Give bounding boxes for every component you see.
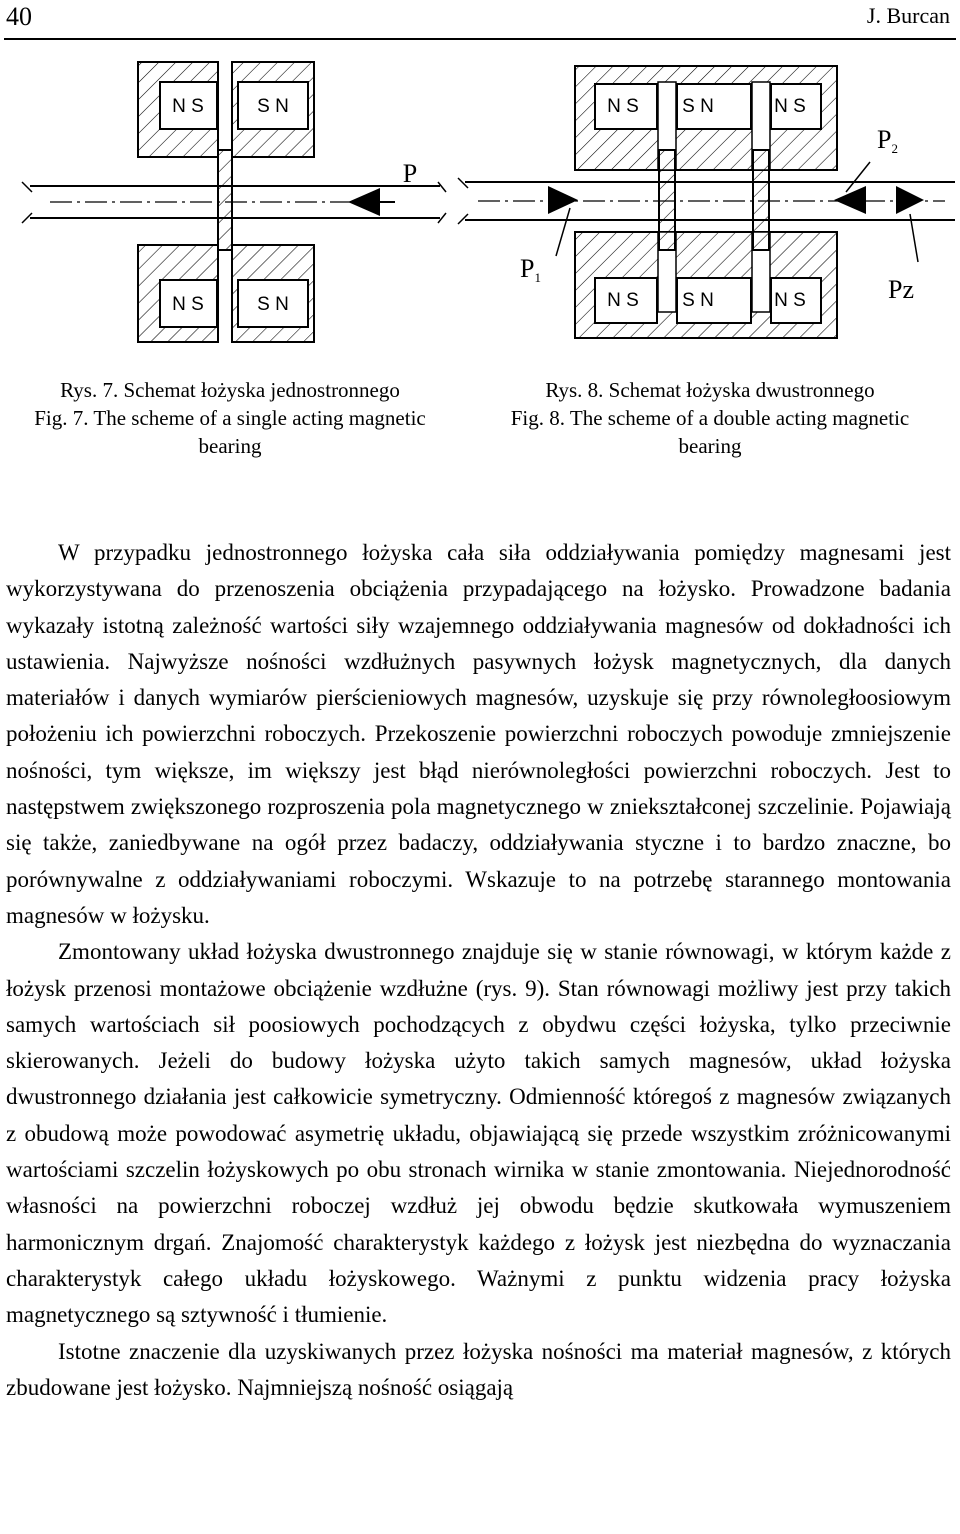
fig7-pole-label: N S <box>172 96 204 117</box>
paragraph: W przypadku jednostronnego łożyska cała siła oddziaływania pomiędzy magnesami jest wykorzystywana do przenoszenia obciążenia przypadającego na łożysko. Prowadzone badania wykazały istotną zależność wartości siły wzajemnego oddziaływania magnesów od dokładności ich ustawienia. Najwyższe nośności wzdłużnych pasywnych łożysk magnetycznych, dla danych materiałów i danych wymiarów pierścieniowych magnesów, uzyskuje się przy równoległoosiowym położeniu ich powierzchni roboczych. Przekoszenie powierzchni roboczych powoduje zmniejszenie nośności, tym większe, im większy jest błąd nierównoległości powierzchni roboczych. Jest to następstwem zwiększonego rozproszenia pola magnetycznego w zniekształconej szczelinie. Pojawiają się także, zaniedbywane na ogół przez badaczy, oddziaływania styczne i to bardzo znaczne, bo porównywalne z oddziaływaniami roboczymi. Wskazuje to na potrzebę starannego montowania magnesów w łożysku. <box>6 540 951 928</box>
fig8-leader-p1 <box>556 208 570 256</box>
fig8-label-pz: Pz <box>888 275 914 304</box>
fig8-label-p1: P1 <box>520 254 541 285</box>
figure-8 <box>458 66 955 338</box>
fig8-pole-label: N S <box>774 96 806 117</box>
fig7-force-arrow <box>348 188 380 216</box>
fig8-caption <box>470 376 950 460</box>
fig7-pole-label: S N <box>257 294 289 315</box>
fig8-rotor-disc-2 <box>753 150 769 250</box>
fig8-pole-label: S N <box>682 96 714 117</box>
fig8-pole-label: N S <box>607 96 639 117</box>
fig8-force-arrow-pz <box>896 186 924 214</box>
fig7-caption-en-2: bearing <box>198 434 262 458</box>
fig8-pole-label: N S <box>607 290 639 311</box>
fig7-caption-pl: Rys. 7. Schemat łożyska jednostronnego <box>60 378 400 402</box>
fig8-caption-en: Fig. 8. The scheme of a double acting magnetic <box>510 406 910 430</box>
figure-7 <box>22 62 446 342</box>
fig8-pole-label: N S <box>774 290 806 311</box>
figures-svg <box>0 0 960 370</box>
body-text <box>6 535 951 1406</box>
paragraph: Istotne znaczenie dla uzyskiwanych przez łożyska nośności ma materiał magnesów, z których zbudowane jest łożysko. Najmniejszą nośność osiągają <box>6 1338 951 1400</box>
fig8-caption-pl: Rys. 8. Schemat łożyska dwustronnego <box>545 378 875 402</box>
fig8-caption-en-2: bearing <box>678 434 742 458</box>
fig8-leader-p2 <box>846 162 870 192</box>
fig8-pole-label: S N <box>682 290 714 311</box>
fig7-shaft-break-left <box>22 182 32 223</box>
page-number: 40 <box>6 2 32 31</box>
fig8-label-p2: P2 <box>877 125 898 156</box>
fig7-pole-label: N S <box>172 294 204 315</box>
fig8-force-arrow-p1 <box>548 186 578 214</box>
fig7-shaft-break-right <box>438 182 446 223</box>
running-header-author: J. Burcan <box>866 3 950 28</box>
fig8-leader-pz <box>910 214 918 262</box>
fig8-shaft-break-left <box>458 178 468 224</box>
fig7-force-label: P <box>402 159 418 188</box>
fig7-caption <box>0 376 460 460</box>
fig8-force-arrow-p2 <box>834 186 866 214</box>
fig8-rotor-disc-1 <box>659 150 675 250</box>
paragraph: Zmontowany układ łożyska dwustronnego znajduje się w stanie równowagi, w którym każde z łożysk przenosi montażowe obciążenie wzdłużne (rys. 9). Stan równowagi możliwy jest przy takich samych wartościach sił poosiowych pochodzących z obydwu części łożyska, tylko przeciwnie skierowanych. Jeżeli do budowy łożyska użyto takich samych magnesów, układ łożyska dwustronnego działania jest całkowicie symetryczny. Odmienność któregoś z magnesów związanych z obudową może powodować asymetrię układu, objawiającą się przede wszystkim zróżnicowanymi wartościami szczelin łożyskowych po obu stronach wirnika w stanie zmontowania. Niejednorodność własności na powierzchni roboczej wzdłuż jej obwodu będzie skutkowała wymuszeniem harmonicznym drgań. Znajomość charakterystyk każdego z łożysk jest niezbędna do wyznaczania charakterystyk całego układu łożyskowego. Ważnymi z punktu widzenia pracy łożyska magnetycznego są sztywność i tłumienie. <box>6 939 951 1328</box>
fig7-caption-en: Fig. 7. The scheme of a single acting magnetic <box>34 406 426 430</box>
fig7-pole-label: S N <box>257 96 289 117</box>
fig7-rotor-disc <box>218 150 232 250</box>
